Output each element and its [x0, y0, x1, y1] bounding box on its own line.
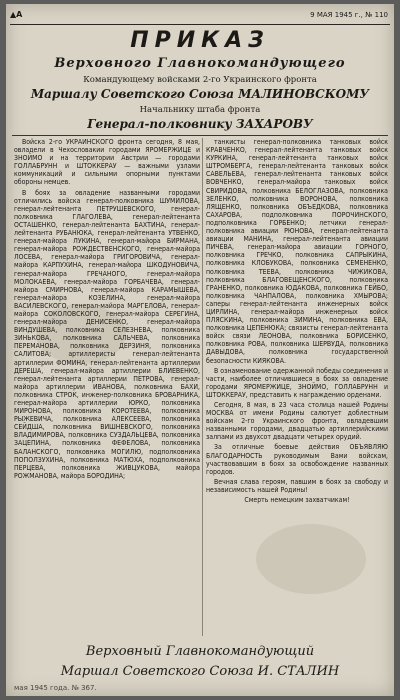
paragraph: Войска 2-го УКРАИНСКОГО фронта сегодня, 8 мая, овладели в Чехословакии городами ЯРОМЕРЖИЦЕ и ЗНОЙМО и на территории Австрии — городами ГОЛЛАБРУНН и ШТОККЕРАУ — важными узлами коммуникаций и сильными опорными пунктами обороны немцев.: [14, 138, 200, 187]
left-column: [14, 138, 200, 638]
marshal-line: Маршалу Советского Союза МАЛИНОВСКОМУ: [30, 87, 370, 101]
order-title: ПРИКАЗ: [130, 28, 270, 53]
addressee-line: Командующему войсками 2-го Украинского фронта: [83, 75, 317, 85]
header-left: ▲А: [10, 10, 23, 19]
column-divider: [202, 138, 203, 636]
order-subtitle: Верховного Главнокомандующего: [54, 56, 346, 71]
paragraph: В боях за овладение названными городами отличились войска генерал-полковника ШУМИЛОВА, генерал-лейтенанта ПЕТРУШЕВСКОГО, генерал-полковника ГЛАГОЛЕВА, генерал-лейтенанта ОСТАШЕНКО, генерал-лейтенанта БАХТИНА, генерал-лейтенанта РУБАНЮКА, генерал-лейтенанта УТВЕНКО, генерал-майора ЛУКИНА, генерал-майора БИРМАНА, генерал-майора РОЖДЕСТВЕНСКОГО, генерал-майора ЛОСЕВА, генерал-майора ГРИГОРОВИЧА, генерал-майора КАРПУХИНА, генерал-майора ШКОДУНОВИЧА, генерал-майора ГРЕЧАНОГО, генерал-майора МОЛОКАЕВА, генерал-майора ГОРБАЧЕВА, генерал-майора СМИРНОВА, генерал-майора КАРАМЫШЕВА, генерал-майора КОЗЕЛИНА, генерал-майора ВАСИЛЕВСКОГО, генерал-майора МАРГЕЛОВА, генерал-майора СОКОЛОВСКОГО, генерал-майора СЕРЕГИНА, генерал-майора ДЕНИСЕНКО, генерал-майора ВИНДУШЕВА, полковника СЕЛЕЗНЕВА, полковника ЗИНЬКОВА, полковника САЛЬЧЕВА, полковника ПЕРЕМАНОВА, полковника ДЕРЗИНЯ, полковника САЛИТОВА; артиллеристы генерал-лейтенанта артиллерии ФОМИНА, генерал-лейтенанта артиллерии ДЕРЕША, генерал-майора артиллерии БЛИЕВЕНКО, генерал-лейтенанта артиллерии ПЕТРОВА, генерал-майора артиллерии ИВАНОВА, полковника БАХИ, полковника СТРОК, инженер-полковника БРОВАРНИКА, генерал-майора артиллерии ЮРКО, полковника МИРОНОВА, полковника КОРОТЕЕВА, полковника РЫЖЕВИЧА, полковника АЛЕКСЕЕВА, полковника СЕЙДША, полковника ВИШНЕВСКОГО, полковника ВЛАДИМИРОВА, полковника СУЗДАЛЬЦЕВА, полковника ЗАЦЕПИНА, полковника ФЕФЕЛОВА, полковника БАЛАНСКОГО, полковника МОГИЛЮ, подполковника ПОПОЛЗУХИНА, полковника МАТЮХА, подполковника ПЕРЦЕВА, полковника ЖИВЦУКОВА, майора РОЖМАНОВА, майора БОРОДИНА;: [14, 188, 200, 480]
paragraph: Сегодня, 8 мая, в 23 часа столица нашей Родины МОСКВА от имени Родины салютует доблестным войскам 2-го Украинского фронта, овладевшим названными городами, двадцатью артиллерийскими залпами из двухсот двадцати четырех орудий.: [206, 401, 388, 442]
general-line: Генерал-полковнику ЗАХАРОВУ: [87, 117, 313, 131]
paragraph: Вечная слава героям, павшим в боях за свободу и независимость нашей Родины!: [206, 477, 388, 494]
signature-title: Верховный Главнокомандующий: [85, 644, 315, 659]
right-column: [206, 138, 388, 638]
chief-staff-line: Начальнику штаба фронта: [139, 105, 261, 115]
signature-name: Маршал Советского Союза И. СТАЛИН: [60, 664, 340, 679]
order-footer: мая 1945 года. № 367.: [14, 684, 97, 692]
separator: [12, 135, 388, 136]
newspaper-page: [6, 4, 394, 696]
paragraph: За отличные боевые действия ОБЪЯВЛЯЮ БЛАГОДАРНОСТЬ руководимым Вами войскам, участвовавшим в боях за освобождение названных городов.: [206, 443, 388, 476]
newspaper-header: [10, 10, 390, 25]
paragraph: В ознаменование одержанной победы соединения и части, наиболее отличившиеся в боях за овладение городами ЯРОМЕРЖИЦЕ, ЗНОЙМО, ГОЛЛАБРУНН и ШТОККЕРАУ, представить к награждению орденами.: [206, 366, 388, 399]
paragraph: танкисты генерал-полковника танковых войск КРАВЧЕНКО, генерал-лейтенанта танковых войск КУРКИНА, генерал-лейтенанта танковых войск ШТРОМБЕРГА, генерал-лейтенанта танковых войск САВЕЛЬЕВА, генерал-лейтенанта танковых войск ВОВЧЕНКО, генерал-майора танковых войск СВИРИДОВА, полковника БЕЛОГЛАЗОВА, полковника ЗЕЛЕНКО, полковника ВОРОНОВА, полковника ЛЯЩЕНКО, полковника ОБЪЕДКОВА, полковника САХАРОВА, подполковника ПОРОЧИНСКОГО, подполковника ГОРБЕНКО; летчики генерал-полковника авиации РЮНОВА, генерал-лейтенанта авиации МАНИНА, генерал-лейтенанта авиации ПИЧЕВА, генерал-майора авиации ГОРНОГО, полковника ГРЕЧКО, полковника САПРЫКИНА, полковника КЛОБУКОВА, полковника СЕМЕНЕНКО, полковника ТЕЕВА, полковника ЧИЖИКОВА, полковника БЛАГОВЕЩЕНСКОГО, полковника ГРАНЕНКО, полковника ЮДАКОВА, полковника ГЕЙБО, полковника ЧАНПАЛОВА, полковника ХМЫРОВА; саперы генерал-лейтенанта инженерных войск ЦИРЛИНА, генерал-майора инженерных войск ПЛЯСКИНА, полковника ЗИМИНА, полковника ЕВА, полковника ЦЕПЕНЮКА; связисты генерал-лейтенанта войск связи ЛЕОНОВА, полковника БОРИСЕНКО, полковника РОВА, полковника ШЕРВУДА, полковника ДАВЫДОВА, полковника государственной безопасности КИЯКОВА.: [206, 138, 388, 365]
header-date: 9 МАЯ 1945 г., № 110: [310, 11, 388, 19]
paragraph: Смерть немецким захватчикам!: [244, 496, 350, 505]
